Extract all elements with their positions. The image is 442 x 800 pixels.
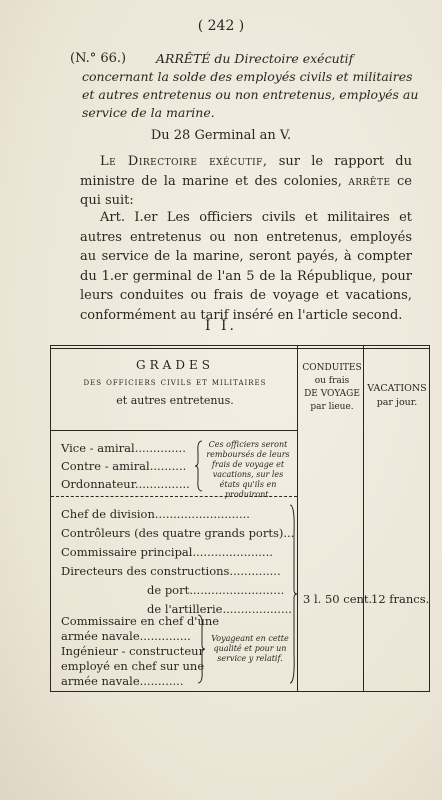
vacations-value: 12 francs. — [371, 592, 430, 606]
preamble-end: ce qui suit: — [80, 173, 412, 208]
decree-number: (N.° 66.) — [70, 51, 127, 66]
decree-date: Du 28 Germinal an V. — [150, 128, 292, 143]
preamble-verb: arrête — [348, 173, 391, 189]
brace-icon — [195, 440, 203, 492]
article-text: Les officiers civils et militaires et autres entretenus ou non entretenus, employés au service de la marine, seront payés, à compter du 1.er germinal de l'an 5 de la République, pour leurs conduites ou frais de voyage et vacations, conformément au tarif inséré en l'article second. — [80, 210, 412, 323]
row-divider — [51, 430, 297, 431]
brace-icon — [197, 614, 205, 684]
header-conduites: CONDUITES ou frais DE VOYAGE par lieue. — [302, 363, 362, 412]
header-vacations: VACATIONS par jour. — [367, 383, 427, 408]
grade-row: Vice - amiral.............. — [61, 441, 186, 455]
section-number: I I. — [205, 318, 237, 334]
group3-note: Voyageant en cette qualité et pour un service y relatif. — [211, 634, 289, 663]
article-one — [80, 208, 412, 325]
grade-row: Contrôleurs (des quatre grands ports)... — [61, 526, 295, 540]
article-label: Art. I.er — [100, 210, 158, 225]
grade-row: de l'artillerie................... — [147, 602, 292, 616]
grade-row: Commissaire principal...................... — [61, 545, 273, 559]
decree-heading — [70, 50, 422, 122]
pay-table — [50, 345, 430, 692]
preamble-paragraph — [80, 152, 412, 211]
group1-note: Ces officiers seront remboursés de leurs frais de voyage et vacations, sur les états qu'ils en produiront. — [206, 440, 290, 499]
grade-row: Directeurs des constructions.............. — [61, 564, 281, 578]
grade-row: Ordonnateur............... — [61, 477, 190, 491]
page-number: ( 242 ) — [197, 18, 245, 34]
conduites-value: 3 l. 50 cent. — [303, 592, 373, 606]
grade-row: de port.......................... — [147, 583, 285, 597]
grade-row: Chef de division.......................... — [61, 507, 250, 521]
preamble-text: sur le rapport du ministre de la marine et des colonies, — [80, 154, 413, 189]
brace-icon — [289, 504, 297, 684]
decree-title: ARRÊTÉ du Directoire exécutif concernant la solde des employés civils et militaires et autres entretenus ou non entretenus, employés au service de la marine. — [82, 51, 419, 120]
grade-row: Contre - amiral.......... — [61, 459, 187, 473]
grade-row: Commissaire en chef d'une armée navale.............. Ingénieur - constructeur employé en chef sur une armée navale............ — [61, 614, 220, 688]
header-grades: GRADES des officiers civils et militaires et autres entretenus. — [83, 358, 267, 407]
preamble-subject: Le Directoire exécutif, — [100, 154, 268, 169]
